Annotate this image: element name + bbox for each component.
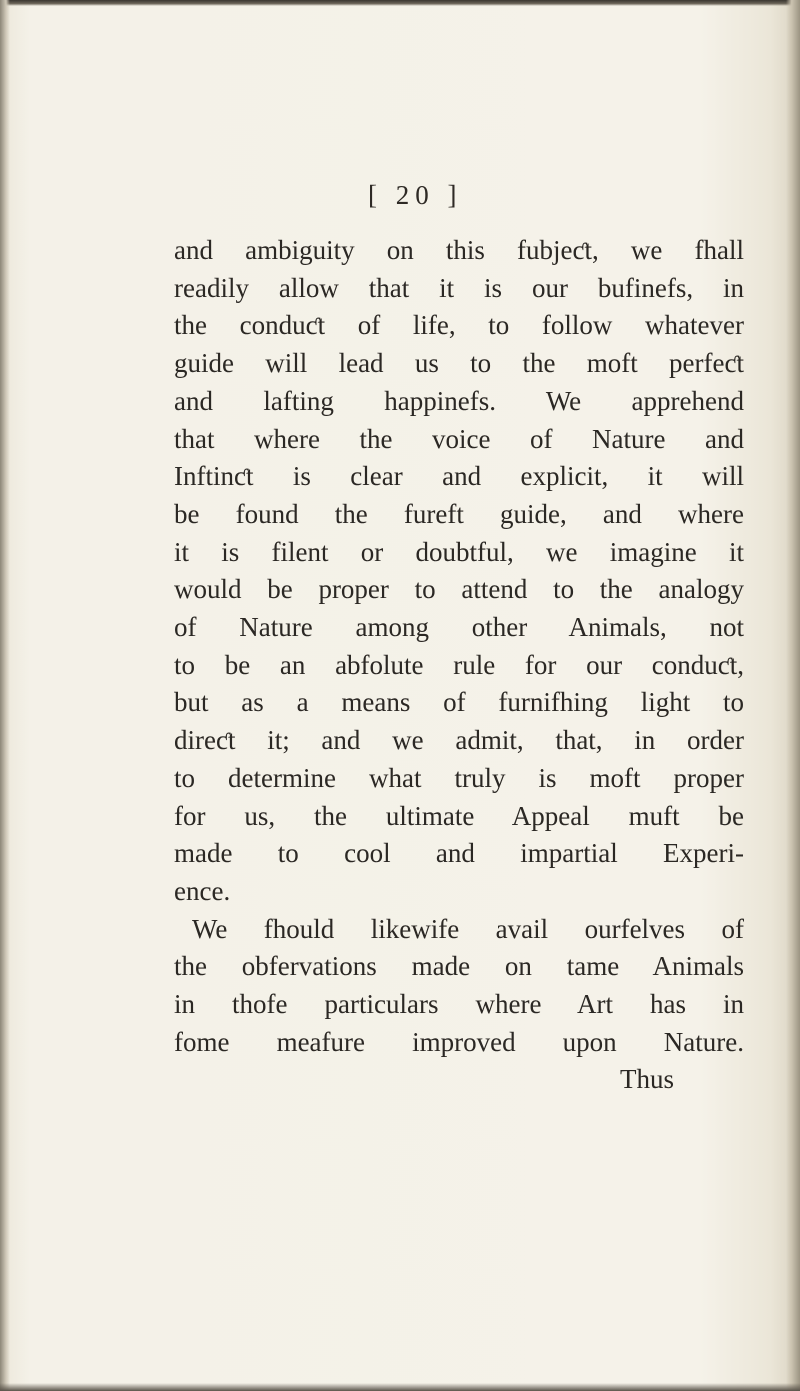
page-bottom-edge: [0, 1383, 800, 1391]
text-line: but as a means of furnifhing light to: [174, 687, 744, 718]
text-line: Inftinƈt is clear and explicit, it will: [174, 461, 744, 492]
text-line: made to cool and impartial Experi-: [174, 838, 744, 869]
text-line: and lafting happinefs. We apprehend: [174, 385, 744, 416]
page-right-edge: [786, 0, 800, 1391]
text-line: the obfervations made on tame Animals: [174, 951, 744, 982]
text-line: and ambiguity on this fubjeƈt, we fhall: [174, 235, 744, 265]
body-text: [174, 232, 744, 1099]
text-line: to be an abfolute rule for our conduƈt,: [174, 649, 744, 680]
text-line: would be proper to attend to the analogy: [174, 574, 744, 605]
text-line: in thofe particulars where Art has in: [174, 989, 744, 1020]
text-line-paragraph-end: ence.: [174, 875, 231, 906]
text-line: direƈt it; and we admit, that, in order: [174, 725, 744, 756]
text-line: to determine what truly is moft proper: [174, 762, 744, 793]
page-top-edge: [0, 0, 800, 6]
text-line: it is filent or doubtful, we imagine it: [174, 536, 744, 567]
text-line: guide will lead us to the moft perfeƈt: [174, 348, 744, 379]
text-line: readily allow that it is our bufinefs, in: [174, 272, 744, 303]
text-line: of Nature among other Animals, not: [174, 612, 744, 643]
text-line: be found the fureft guide, and where: [174, 498, 744, 529]
text-line: fome meafure improved upon Nature.: [174, 1026, 744, 1057]
text-line: for us, the ultimate Appeal muft be: [174, 800, 744, 831]
catchword: Thus: [620, 1064, 674, 1095]
text-line-paragraph-start: We fhould likewife avail ourfelves of: [192, 913, 744, 944]
page-number: [ 20 ]: [368, 180, 463, 210]
text-line: that where the voice of Nature and: [174, 423, 744, 454]
page-left-edge: [0, 0, 10, 1391]
text-line: the conduƈt of life, to follow whatever: [174, 310, 744, 341]
